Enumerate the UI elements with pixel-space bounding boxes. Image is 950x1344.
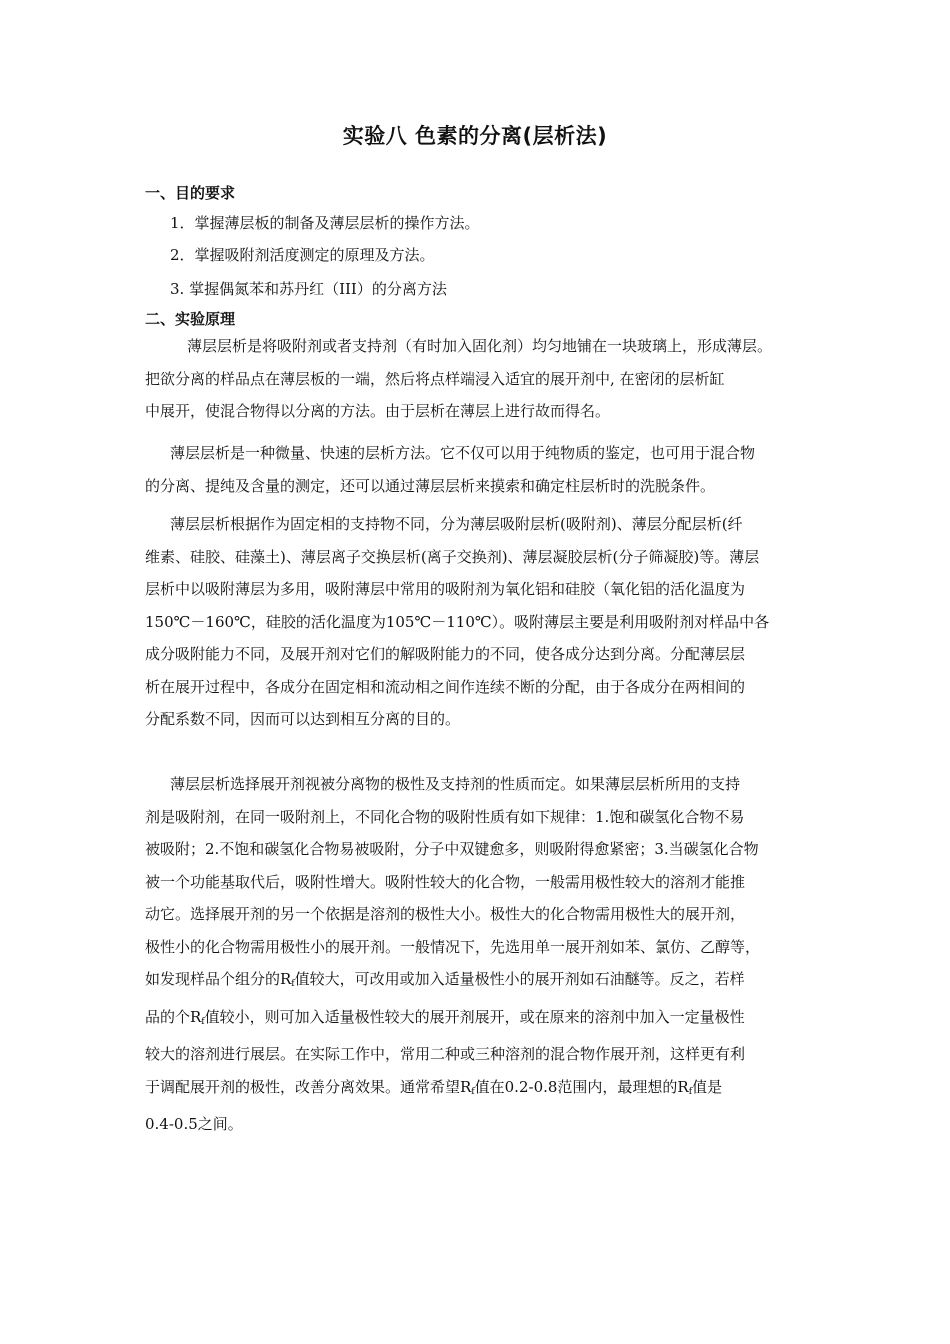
paragraph-line: 薄层层析是一种微量、快速的层析方法。它不仅可以用于纯物质的鉴定，也可用于混合物 <box>170 444 756 462</box>
text-run: 于调配展开剂的极性，改善分离效果。通常希望R <box>145 1077 472 1096</box>
objective-item: 3. 掌握偶氮苯和苏丹红（III）的分离方法 <box>170 280 447 298</box>
subscript: f <box>201 1016 205 1027</box>
section-heading-objectives: 一、目的要求 <box>145 184 236 202</box>
text-run: 值在0.2-0.8范围内，最理想的R <box>474 1077 689 1096</box>
text-run: 值是 <box>692 1077 723 1096</box>
paragraph <box>145 437 810 502</box>
paragraph-line: 极性小的化合物需用极性小的展开剂。一般情况下，先选用单一展开剂如苯、氯仿、乙醇等， <box>145 937 761 956</box>
paragraph <box>145 330 810 428</box>
paragraph-line: 较大的溶剂进行展层。在实际工作中，常用二种或三种溶剂的混合物作展开剂，这样更有利 <box>145 1045 746 1063</box>
paragraph-line: 被吸附；2.不饱和碳氢化合物易被吸附，分子中双键愈多，则吸附得愈紧密；3.当碳氢化合物 <box>145 840 759 858</box>
subscript: f <box>688 1086 693 1097</box>
paragraph-line: 被一个功能基取代后，吸附性增大。吸附性较大的化合物，一般需用极性较大的溶剂才能推 <box>145 872 746 891</box>
section-heading-principle: 二、实验原理 <box>145 310 236 328</box>
paragraph-line: 的分离、提纯及含量的测定，还可以通过薄层层析来摸索和确定柱层析时的洗脱条件。 <box>145 476 716 495</box>
paragraph-line <box>145 963 810 1001</box>
paragraph-line: 薄层层析是将吸附剂或者支持剂（有时加入固化剂）均匀地铺在一块玻璃上，形成薄层。 <box>187 337 773 355</box>
paragraph-line: 动它。选择展开剂的另一个依据是溶剂的极性大小。极性大的化合物需用极性大的展开剂， <box>145 905 746 923</box>
paragraph-line: 薄层层析根据作为固定相的支持物不同，分为薄层吸附层析(吸附剂)、薄层分配层析(纤 <box>170 515 743 533</box>
text-run: 值较大，可改用或加入适量极性小的展开剂如石油醚等。反之，若样 <box>294 970 745 988</box>
paragraph-line: 薄层层析选择展开剂视被分离物的极性及支持剂的性质而定。如果薄层层析所用的支持 <box>170 775 741 793</box>
text-run: 值较小，则可加入适量极性较大的展开剂展开，或在原来的溶剂中加入一定量极性 <box>204 1007 745 1026</box>
paragraph-line: 析在展开过程中，各成分在固定相和流动相之间作连续不断的分配，由于各成分在两相间的 <box>145 677 746 696</box>
text-run: 如发现样品个组分的R <box>145 970 292 988</box>
objective-item: 2．掌握吸附剂活度测定的原理及方法。 <box>170 246 435 264</box>
paragraph-line: 0.4-0.5之间。 <box>145 1115 243 1133</box>
paragraph-line: 中展开，使混合物得以分离的方法。由于层析在薄层上进行故而得名。 <box>145 402 611 420</box>
paragraph-line: 剂是吸附剂，在同一吸附剂上，不同化合物的吸附性质有如下规律：1.饱和碳氢化合物不易 <box>145 807 745 826</box>
text-run: 品的个R <box>145 1007 202 1026</box>
page-title: 实验八 色素的分离(层析法) <box>342 124 608 148</box>
subscript: f <box>291 979 295 989</box>
paragraph-line: 把欲分离的样品点在薄层板的一端，然后将点样端浸入适宜的展开剂中, 在密闭的层析缸 <box>145 369 725 388</box>
paragraph-line: 成分吸附能力不同，及展开剂对它们的解吸附能力的不同，使各成分达到分离。分配薄层层 <box>145 645 746 663</box>
paragraph-line <box>145 1001 810 1039</box>
subscript: f <box>471 1086 475 1097</box>
objective-item: 1．掌握薄层板的制备及薄层层析的操作方法。 <box>170 214 480 232</box>
paragraph <box>145 508 810 736</box>
paragraph-line: 150℃－160℃，硅胶的活化温度为105℃－110℃）。吸附薄层主要是利用吸附剂对样品中各 <box>145 612 770 631</box>
paragraph-line: 层析中以吸附薄层为多用，吸附薄层中常用的吸附剂为氧化铝和硅胶（氧化铝的活化温度为 <box>145 580 746 598</box>
paragraph-line: 维素、硅胶、硅藻土)、薄层离子交换层析(离子交换剂)、薄层凝胶层析(分子筛凝胶)等。薄层 <box>145 547 760 566</box>
paragraph <box>145 768 810 1141</box>
paragraph-line: 分配系数不同，因而可以达到相互分离的目的。 <box>145 710 461 728</box>
paragraph-line <box>145 1071 810 1109</box>
